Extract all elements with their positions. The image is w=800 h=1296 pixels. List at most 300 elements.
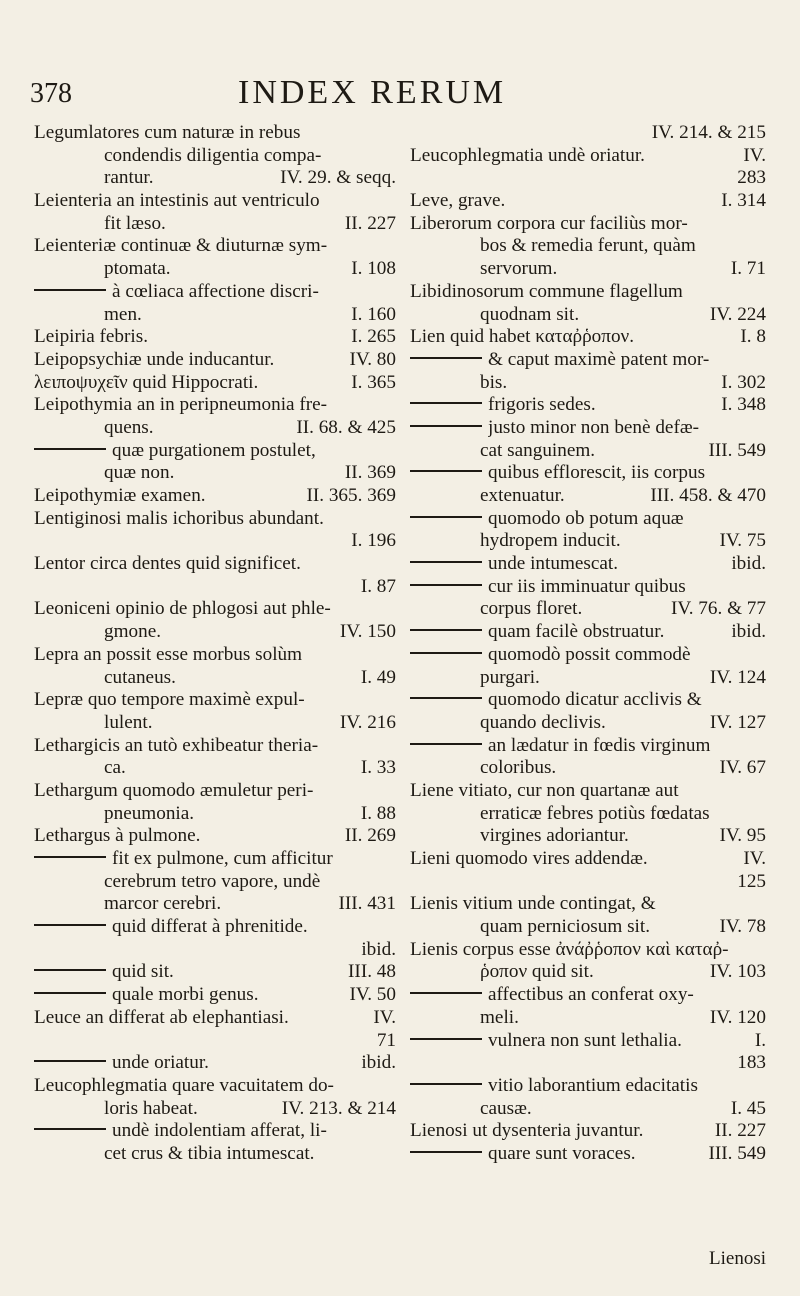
entry-text: Leienteriæ continuæ & diuturnæ sym- (34, 235, 328, 257)
page-reference: II. 227 (714, 1120, 766, 1142)
entry-text: quam perniciosum sit. (480, 916, 650, 938)
page-reference: IV. (743, 848, 766, 869)
index-entry (34, 281, 396, 326)
entry-text: affectibus an conferat oxy- (488, 984, 694, 1006)
index-entry (410, 1030, 766, 1075)
index-entry-line (410, 644, 766, 667)
entry-text: quomodò possit commodè (488, 643, 691, 665)
page-reference: IV. (373, 1006, 396, 1028)
index-entry-line (34, 394, 396, 417)
entry-text: Lethargus à pulmone. (34, 825, 201, 847)
page-reference: IV. 216 (339, 711, 396, 733)
index-entry-line (34, 122, 396, 145)
index-entry (34, 553, 396, 598)
entry-text: quid sit. (112, 961, 174, 983)
index-entry (410, 417, 766, 462)
page-reference: I. 365 (351, 371, 396, 393)
entry-text: pneumonia. (104, 802, 195, 824)
index-entry-line (410, 984, 766, 1007)
page-reference: I. 49 (360, 666, 396, 688)
index-entry-line (34, 984, 396, 1007)
page-reference: IV. 78 (719, 916, 766, 938)
page-reference: ibid. (361, 938, 396, 960)
index-entry-line (34, 530, 396, 553)
entry-text: marcor cerebri. (104, 893, 222, 915)
index-entry (34, 961, 396, 984)
entry-text: Leucophlegmatia undè oriatur. (410, 144, 645, 166)
index-entry-line (410, 258, 766, 281)
index-entry (410, 394, 766, 417)
entry-text: quomodo ob potum aquæ (488, 507, 684, 529)
index-entry-line (34, 213, 396, 236)
page-reference: ibid. (731, 621, 766, 643)
page-reference: 183 (737, 1052, 766, 1074)
ditto-dash (410, 1038, 482, 1040)
index-entry (34, 122, 396, 190)
index-entry-line (410, 1143, 766, 1166)
page-reference: IV. 75 (719, 530, 766, 552)
index-entry-line (410, 485, 766, 508)
entry-text: meli. (480, 1006, 519, 1028)
page-reference: IV. 120 (709, 1006, 766, 1028)
entry-text: vitio laborantium edacitatis (488, 1074, 698, 1096)
index-entry-line (34, 712, 396, 735)
entry-text: cet crus & tibia intumescat. (104, 1142, 315, 1164)
ditto-dash (410, 652, 482, 654)
index-entry (410, 145, 766, 190)
ditto-dash (410, 1083, 482, 1085)
page-reference: I. 314 (721, 190, 766, 212)
index-entry-line (410, 803, 766, 826)
page-reference: I. 33 (360, 757, 396, 779)
page-reference: IV. 124 (709, 666, 766, 688)
entry-text: cerebrum tetro vapore, undè (104, 870, 321, 892)
page-header (30, 72, 780, 112)
entry-text: servorum. (480, 258, 558, 280)
index-entry (410, 1120, 766, 1143)
index-entry-line (410, 621, 766, 644)
index-entry (34, 1052, 396, 1075)
index-entry-line (34, 1143, 396, 1166)
entry-text: Leucophlegmatia quare vacuitatem do- (34, 1074, 334, 1096)
index-entry-line (410, 598, 766, 621)
page-reference: II. 269 (344, 825, 396, 847)
entry-text: quale morbi genus. (112, 984, 259, 1006)
entry-text: undè indolentiam afferat, li- (112, 1120, 327, 1142)
page-reference: IV. 150 (339, 621, 396, 643)
index-entry-line (34, 961, 396, 984)
index-entry (410, 281, 766, 326)
index-entry-line (410, 145, 766, 168)
index-entry-line (34, 1030, 396, 1053)
entry-text: Liberorum corpora cur faciliùs mor- (410, 212, 688, 234)
index-entry-line (34, 145, 396, 168)
page-reference: IV. 214. & 215 (651, 122, 766, 143)
index-entry-line (410, 553, 766, 576)
ditto-dash (410, 561, 482, 563)
page-reference: IV. 50 (349, 984, 396, 1006)
page-reference: 125 (737, 870, 766, 892)
entry-text: quam facilè obstruatur. (488, 621, 665, 643)
index-entry-line (410, 712, 766, 735)
ditto-dash (410, 992, 482, 994)
page-reference: I. 87 (360, 575, 396, 597)
index-column-left (34, 122, 396, 1166)
ditto-dash (34, 992, 106, 994)
index-entry-line (410, 281, 766, 304)
page-reference: IV. 103 (709, 961, 766, 983)
ditto-dash (410, 629, 482, 631)
index-entry-line (34, 825, 396, 848)
index-entry-line (34, 689, 396, 712)
index-entry-line (410, 530, 766, 553)
entry-text: causæ. (480, 1097, 532, 1119)
index-entry-line (34, 576, 396, 599)
page-reference: III. 48 (348, 961, 396, 983)
index-entry (34, 825, 396, 848)
index-entry-line (34, 258, 396, 281)
index-entry (410, 508, 766, 553)
entry-text: rantur. (104, 167, 154, 189)
index-entry (410, 122, 766, 145)
ditto-dash (34, 289, 106, 291)
index-entry (410, 621, 766, 644)
index-entry (410, 644, 766, 689)
index-entry-line (34, 372, 396, 395)
index-entry-line (34, 235, 396, 258)
ditto-dash (34, 1128, 106, 1130)
index-entry-line (410, 757, 766, 780)
index-entry-line (34, 1120, 396, 1143)
entry-text: Liene vitiato, cur non quartanæ aut (410, 779, 679, 801)
index-entry-line (410, 304, 766, 327)
index-entry (34, 1007, 396, 1052)
ditto-dash (410, 584, 482, 586)
index-entry-line (410, 394, 766, 417)
entry-text: coloribus. (480, 757, 557, 779)
entry-text: Legumlatores cum naturæ in rebus (34, 122, 301, 143)
index-entry (34, 394, 396, 439)
entry-text: corpus floret. (480, 598, 583, 620)
page-reference: I. 265 (351, 326, 396, 348)
index-entry-line (34, 440, 396, 463)
index-entry-line (410, 417, 766, 440)
index-entry-line (410, 735, 766, 758)
ditto-dash (410, 743, 482, 745)
page-reference: I. 88 (360, 802, 396, 824)
ditto-dash (410, 1151, 482, 1153)
index-entry-line (410, 349, 766, 372)
page-reference: I. 160 (351, 303, 396, 325)
index-entry-line (410, 848, 766, 871)
index-entry-line (34, 1052, 396, 1075)
entry-text: an lædatur in fœdis virginum (488, 734, 711, 756)
index-entry-line (410, 1120, 766, 1143)
entry-text: unde oriatur. (112, 1052, 209, 1074)
index-entry-line (34, 735, 396, 758)
index-entry-line (410, 961, 766, 984)
index-entry (410, 984, 766, 1029)
index-entry-line (34, 598, 396, 621)
index-entry-line (34, 462, 396, 485)
page-reference: I. 302 (721, 371, 766, 393)
entry-text: à cœliaca affectione discri- (112, 280, 319, 302)
entry-text: Lienis corpus esse ἀνάῤῥοπον καὶ καταῤ- (410, 938, 729, 960)
entry-text: lulent. (104, 711, 153, 733)
page-reference: I. 8 (740, 326, 766, 348)
entry-text: Leipothymia an in peripneumonia fre- (34, 394, 328, 416)
page-reference: II. 369 (344, 462, 396, 484)
entry-text: vulnera non sunt lethalia. (488, 1029, 682, 1051)
index-entry-line (34, 190, 396, 213)
index-entry-line (410, 235, 766, 258)
index-entry-line (34, 803, 396, 826)
index-entry-line (34, 893, 396, 916)
index-entry-line (34, 1098, 396, 1121)
index-entry (410, 735, 766, 780)
entry-text: cur iis imminuatur quibus (488, 575, 686, 597)
page-reference: III. 431 (338, 893, 396, 915)
entry-text: λειποψυχεῖν quid Hippocrati. (34, 371, 259, 393)
entry-text: purgari. (480, 666, 540, 688)
entry-text: men. (104, 303, 142, 325)
index-entry-line (34, 848, 396, 871)
index-entry-line (34, 871, 396, 894)
index-entry-line (34, 304, 396, 327)
page-reference: III. 458. & 470 (650, 485, 766, 506)
ditto-dash (410, 697, 482, 699)
entry-text: condendis diligentia compa- (104, 144, 322, 166)
ditto-dash (34, 924, 106, 926)
index-entry (410, 326, 766, 349)
entry-text: Lepra an possit esse morbus solùm (34, 643, 303, 665)
page-reference: I. (754, 1029, 766, 1051)
index-entry-line (410, 939, 766, 962)
index-entry-line (410, 576, 766, 599)
entry-text: unde intumescat. (488, 553, 619, 575)
entry-text: Leoniceni opinio de phlogosi aut phle- (34, 598, 331, 620)
entry-text: Lentor circa dentes quid significet. (34, 553, 301, 575)
index-entry (34, 984, 396, 1007)
page-reference: I. 45 (730, 1097, 766, 1119)
entry-text: Lethargum quomodo æmuletur peri- (34, 779, 314, 801)
page-reference: II. 68. & 425 (296, 416, 396, 438)
entry-text: erraticæ febres potiùs fœdatas (480, 802, 710, 824)
entry-text: ca. (104, 757, 126, 779)
index-entry-line (410, 893, 766, 916)
entry-text: bis. (480, 371, 508, 393)
entry-text: bos & remedia ferunt, quàm (480, 235, 696, 257)
index-entry-line (34, 667, 396, 690)
index-entry-line (34, 553, 396, 576)
ditto-dash (410, 516, 482, 518)
index-entry-line (410, 689, 766, 712)
page-reference: III. 549 (708, 1142, 766, 1164)
index-entry (34, 598, 396, 643)
page-reference: 283 (737, 167, 766, 189)
index-entry (34, 372, 396, 395)
index-entry (410, 213, 766, 281)
index-entry (34, 326, 396, 349)
index-entry (34, 689, 396, 734)
index-entry (34, 735, 396, 780)
entry-text: quando declivis. (480, 711, 606, 733)
entry-text: Leve, grave. (410, 190, 506, 212)
index-entry-line (34, 1075, 396, 1098)
index-entry-line (34, 417, 396, 440)
index-entry-line (34, 757, 396, 780)
ditto-dash (410, 425, 482, 427)
index-entry-line (410, 780, 766, 803)
entry-text: cat sanguinem. (480, 439, 596, 461)
entry-text: extenuatur. (480, 485, 565, 506)
entry-text: Lienosi ut dysenteria juvantur. (410, 1120, 644, 1142)
index-entry-line (410, 372, 766, 395)
entry-text: Lien quid habet καταῤῥοπον. (410, 326, 635, 348)
index-entry (410, 780, 766, 848)
entry-text: loris habeat. (104, 1097, 198, 1119)
index-entry-line (410, 1098, 766, 1121)
entry-text: & caput maximè patent mor- (488, 348, 710, 370)
index-entry (410, 462, 766, 507)
entry-text: quid differat à phrenitide. (112, 916, 308, 938)
index-entry-line (410, 190, 766, 213)
index-entry-line (34, 621, 396, 644)
entry-text: Lentiginosi malis ichoribus abundant. (34, 507, 324, 529)
index-entry-line (410, 1075, 766, 1098)
index-entry-line (410, 122, 766, 145)
index-entry-line (34, 1007, 396, 1030)
index-entry (410, 553, 766, 576)
page-reference: III. 549 (708, 439, 766, 461)
page-reference: IV. 29. & seqq. (280, 167, 396, 189)
index-entry (410, 689, 766, 734)
index-entry-line (34, 326, 396, 349)
page-reference: IV. 95 (719, 825, 766, 847)
page-reference: I. 196 (351, 530, 396, 552)
entry-text: Leipopsychiæ unde inducantur. (34, 348, 275, 370)
index-entry (410, 1143, 766, 1166)
entry-text: Leipiria febris. (34, 326, 149, 348)
page-reference: IV. 224 (709, 303, 766, 325)
index-entry (34, 349, 396, 372)
page-reference: IV. (743, 144, 766, 166)
index-entry-line (34, 644, 396, 667)
index-entry-line (410, 825, 766, 848)
page-number: 378 (30, 78, 72, 109)
entry-text: quæ purgationem postulet, (112, 439, 316, 461)
entry-text: Lethargicis an tutò exhibeatur theria- (34, 734, 319, 756)
index-entry-line (410, 508, 766, 531)
ditto-dash (34, 856, 106, 858)
entry-text: Lienis vitium unde contingat, & (410, 893, 656, 915)
index-entry-line (34, 349, 396, 372)
index-entry (34, 508, 396, 553)
entry-text: quare sunt voraces. (488, 1142, 636, 1164)
entry-text: ῥοπον quid sit. (480, 961, 594, 983)
entry-text: Libidinosorum commune flagellum (410, 280, 683, 302)
index-entry-line (34, 167, 396, 190)
page-reference: IV. 76. & 77 (670, 598, 766, 620)
index-entry-line (410, 167, 766, 190)
index-entry-line (410, 1052, 766, 1075)
index-entry-line (34, 780, 396, 803)
entry-text: quodnam sit. (480, 303, 580, 325)
index-entry-line (410, 462, 766, 485)
page-reference: I. 71 (730, 258, 766, 280)
index-entry (34, 780, 396, 825)
index-entry (34, 644, 396, 689)
index-entry-line (34, 508, 396, 531)
index-entry-line (410, 1007, 766, 1030)
entry-text: justo minor non benè defæ- (488, 416, 700, 438)
index-entry (34, 440, 396, 485)
page-reference: ibid. (361, 1052, 396, 1074)
index-entry (410, 893, 766, 938)
index-entry-line (34, 916, 396, 939)
index-entry (34, 916, 396, 961)
entry-text: Leipothymiæ examen. (34, 485, 206, 506)
index-entry (34, 235, 396, 280)
ditto-dash (410, 402, 482, 404)
page-reference: IV. 80 (349, 348, 396, 370)
index-entry (410, 576, 766, 621)
index-entry (34, 848, 396, 916)
catchword: Lienosi (709, 1248, 766, 1269)
entry-text: Leienteria an intestinis aut ventriculo (34, 190, 320, 212)
entry-text: quibus efflorescit, iis corpus (488, 462, 706, 484)
entry-text: ptomata. (104, 258, 171, 280)
index-entry-line (410, 667, 766, 690)
entry-text: fit læso. (104, 212, 166, 234)
index-entry (34, 485, 396, 508)
entry-text: quæ non. (104, 462, 175, 484)
entry-text: quens. (104, 416, 154, 438)
ditto-dash (410, 470, 482, 472)
ditto-dash (34, 1060, 106, 1062)
index-entry (410, 1075, 766, 1120)
ditto-dash (34, 448, 106, 450)
page-reference: I. 348 (721, 394, 766, 416)
index-entry (34, 1075, 396, 1120)
index-entry (34, 190, 396, 235)
entry-text: fit ex pulmone, cum afficitur (112, 848, 333, 869)
index-entry-line (410, 871, 766, 894)
entry-text: quomodo dicatur acclivis & (488, 689, 702, 711)
page-reference: IV. 67 (719, 757, 766, 779)
entry-text: Lieni quomodo vires addendæ. (410, 848, 648, 869)
index-entry-line (410, 1030, 766, 1053)
entry-text: hydropem inducit. (480, 530, 621, 552)
page-reference: 71 (376, 1029, 396, 1051)
entry-text: Lepræ quo tempore maximè expul- (34, 689, 305, 711)
entry-text: frigoris sedes. (488, 394, 596, 416)
index-entry (410, 848, 766, 893)
index-column-right (410, 122, 766, 1166)
index-entry-line (34, 281, 396, 304)
entry-text: Leuce an differat ab elephantiasi. (34, 1006, 289, 1028)
index-entry (410, 190, 766, 213)
index-entry (34, 1120, 396, 1165)
page-reference: ibid. (731, 553, 766, 575)
page-reference: IV. 213. & 214 (281, 1097, 396, 1119)
index-entry (410, 349, 766, 394)
index-entry-line (410, 916, 766, 939)
index-entry-line (34, 485, 396, 508)
page-reference: IV. 127 (709, 711, 766, 733)
index-entry-line (410, 213, 766, 236)
index-entry-line (410, 440, 766, 463)
